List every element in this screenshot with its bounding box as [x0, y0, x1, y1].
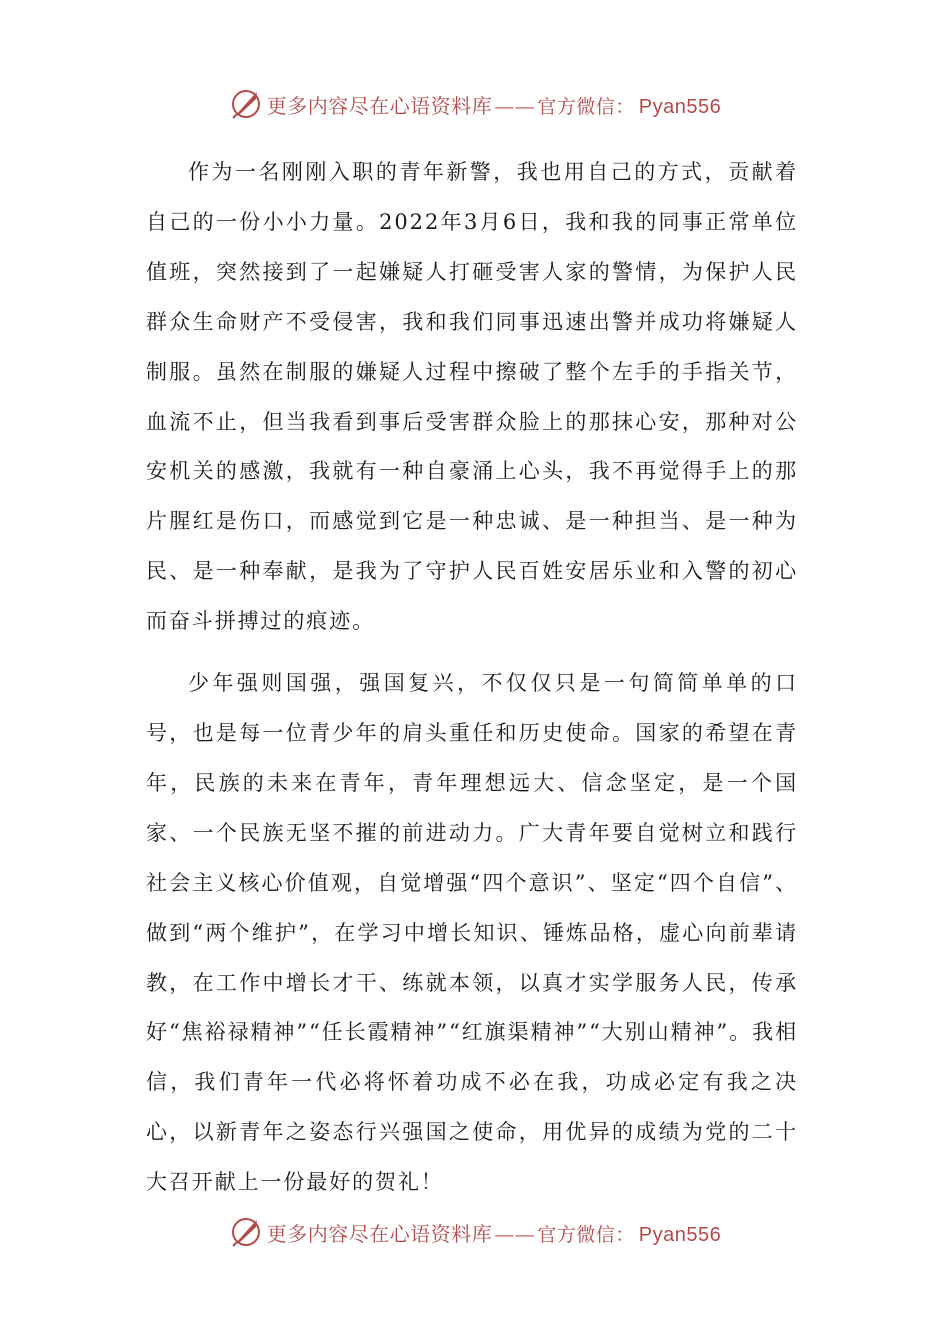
header-banner-text	[267, 90, 721, 119]
quill-pen-logo-icon	[229, 87, 263, 121]
wechat-label: 官方微信：	[537, 1223, 635, 1246]
document-body	[146, 148, 798, 1208]
paragraph-2: 少年强则国强，强国复兴，不仅仅只是一句简简单单的口号，也是每一位青少年的肩头重任和历史使命。国家的希望在青年，民族的未来在青年，青年理想远大、信念坚定，是一个国家、一个民族无坚不摧的前进动力。广大青年要自觉树立和践行社会主义核心价值观，自觉增强“四个意识”、坚定“四个自信”、做到“两个维护”，在学习中增长知识、锤炼品格，虚心向前辈请教，在工作中增长才干、练就本领，以真才实学服务人民，传承好“焦裕禄精神”“任长霞精神”“红旗渠精神”“大别山精神”。我相信，我们青年一代必将怀着功成不必在我，功成必定有我之决心，以新青年之姿态行兴强国之使命，用优异的成绩为党的二十大召开献上一份最好的贺礼！	[146, 671, 798, 1195]
wechat-id: Pyan556	[638, 95, 722, 118]
banner-title: 更多内容尽在心语资料库	[266, 93, 493, 118]
paragraph-1: 作为一名刚刚入职的青年新警，我也用自己的方式，贡献着自己的一份小小力量。2022年3月6日，我和我的同事正常单位值班，突然接到了一起嫌疑人打砸受害人家的警情，为保护人民群众生命财产不受侵害，我和我们同事迅速出警并成功将嫌疑人制服。虽然在制服的嫌疑人过程中擦破了整个左手的手指关节，血流不止，但当我看到事后受害群众脸上的那抹心安，那种对公安机关的感激，我就有一种自豪涌上心头，我不再觉得手上的那片腥红是伤口，而感觉到它是一种忠诚、是一种担当、是一种为民、是一种奉献，是我为了守护人民百姓安居乐业和入警的初心而奋斗拼搏过的痕迹。	[146, 160, 798, 634]
wechat-id: Pyan556	[638, 1223, 722, 1246]
banner-separator: ——	[494, 93, 536, 118]
quill-pen-logo-icon	[229, 1215, 263, 1249]
wechat-label: 官方微信：	[537, 95, 635, 118]
banner-title: 更多内容尽在心语资料库	[266, 1221, 493, 1246]
header-banner	[0, 84, 950, 124]
footer-banner	[0, 1212, 950, 1252]
banner-separator: ——	[494, 1221, 536, 1246]
footer-banner-text	[267, 1218, 721, 1247]
